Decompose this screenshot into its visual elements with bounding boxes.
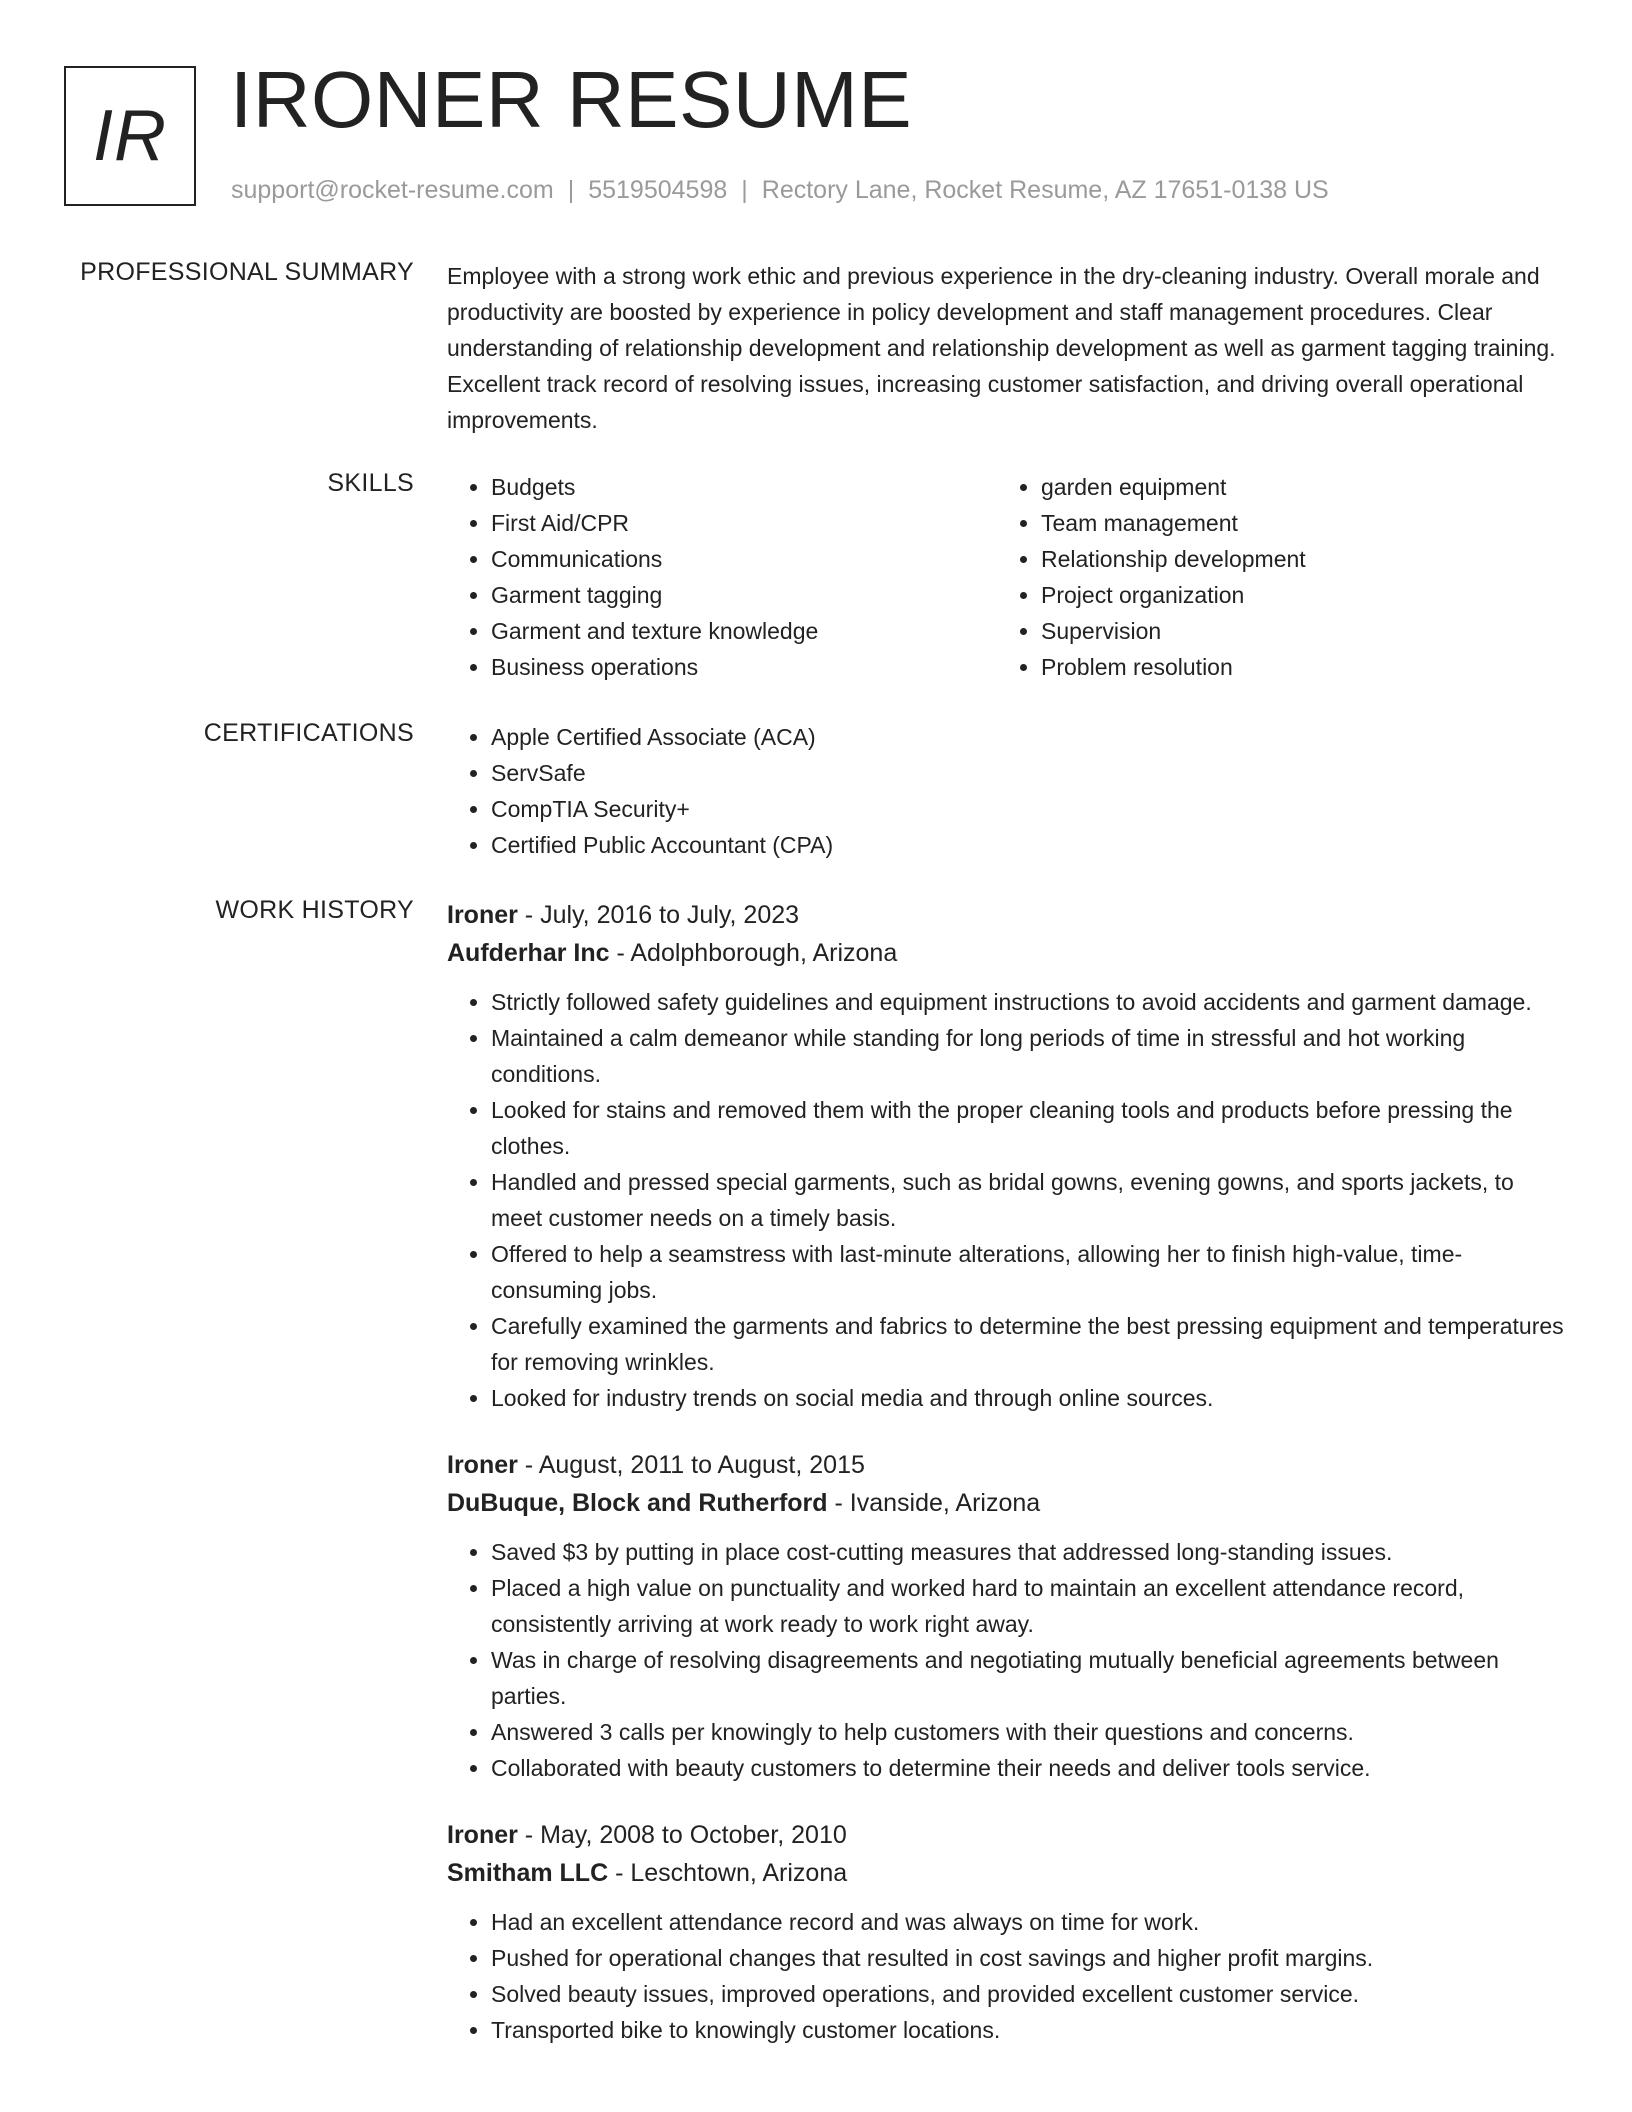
job-company: Smitham LLC [447,1859,609,1887]
job-title-line [447,1816,1567,1854]
certification-item: • ServSafe [491,755,1567,791]
job-company-line [447,1484,1567,1522]
certification-item: • Apple Certified Associate (ACA) [491,719,1567,755]
job-bullet: • Offered to help a seamstress with last-minute alterations, allowing her to finish high-value, time-consuming jobs. [491,1236,1567,1308]
certifications-body [447,719,1567,863]
job-bullet: • Solved beauty issues, improved operations, and provided excellent customer service. [491,1976,1567,2012]
job-title: Ironer [447,1821,518,1849]
job-company-line [447,934,1567,972]
job-location: - Ivanside, Arizona [827,1489,1041,1517]
skill-item: • Relationship development [1041,541,1547,577]
contact-separator: | [567,176,575,204]
contact-address: Rectory Lane, Rocket Resume, AZ 17651-0138 US [761,176,1329,204]
skills-list-left [447,469,997,685]
certifications-list [447,719,1567,863]
job-company-line [447,1854,1567,1892]
job-bullet: • Transported bike to knowingly customer locations. [491,2012,1567,2048]
skill-item: • Problem resolution [1041,649,1547,685]
job-bullet: • Was in charge of resolving disagreements and negotiating mutually beneficial agreements between parties. [491,1642,1567,1714]
monogram-initials: IR [93,96,167,176]
certification-item: • CompTIA Security+ [491,791,1567,827]
skill-item: • Project organization [1041,577,1547,613]
job-entry [447,1816,1567,2048]
skills-column-right [997,469,1547,685]
skills-body [447,469,1567,685]
job-bullet: • Looked for industry trends on social media and through online sources. [491,1380,1567,1416]
section-label-summary: PROFESSIONAL SUMMARY [80,258,414,286]
job-title: Ironer [447,901,518,929]
summary-text: Employee with a strong work ethic and previous experience in the dry-cleaning industry. Overall morale and productivity are boosted by experience in policy development and staff management procedures. Clear understanding of relationship development and relationship development as well as garment tagging training. Excellent track record of resolving issues, increasing customer satisfaction, and driving overall operational improvements. [447,263,1556,433]
section-label-skills: SKILLS [327,469,414,497]
job-bullet: • Had an excellent attendance record and was always on time for work. [491,1904,1567,1940]
job-title: Ironer [447,1451,518,1479]
job-bullet: • Strictly followed safety guidelines and equipment instructions to avoid accidents and garment damage. [491,984,1567,1020]
job-bullets [447,1904,1567,2048]
skill-item: • Business operations [491,649,997,685]
skill-item: • Budgets [491,469,997,505]
job-bullet: • Answered 3 calls per knowingly to help customers with their questions and concerns. [491,1714,1567,1750]
job-bullets [447,1534,1567,1786]
job-company: DuBuque, Block and Rutherford [447,1489,828,1517]
work-body [447,896,1567,2078]
monogram-box [64,66,196,206]
job-title-line [447,896,1567,934]
job-bullet: • Maintained a calm demeanor while standing for long periods of time in stressful and hot working conditions. [491,1020,1567,1092]
certification-item: • Certified Public Accountant (CPA) [491,827,1567,863]
job-dates: - May, 2008 to October, 2010 [517,1821,847,1849]
skills-list-right [997,469,1547,685]
section-label-certifications: CERTIFICATIONS [203,719,414,747]
skill-item: • Garment and texture knowledge [491,613,997,649]
skill-item: • garden equipment [1041,469,1547,505]
skill-item: • Supervision [1041,613,1547,649]
resume-name: IRONER RESUME [230,55,913,144]
job-title-line [447,1446,1567,1484]
job-bullet: • Saved $3 by putting in place cost-cutting measures that addressed long-standing issues. [491,1534,1567,1570]
section-label-work: WORK HISTORY [215,896,414,924]
job-bullet: • Carefully examined the garments and fabrics to determine the best pressing equipment and temperatures for removing wrinkles. [491,1308,1567,1380]
contact-email: support@rocket-resume.com [231,176,554,204]
job-dates: - August, 2011 to August, 2015 [517,1451,865,1479]
skill-item: • Communications [491,541,997,577]
job-bullets [447,984,1567,1416]
job-location: - Adolphborough, Arizona [609,939,898,967]
contact-line [231,176,1329,205]
contact-separator: | [741,176,748,204]
job-location: - Leschtown, Arizona [608,1859,848,1887]
contact-phone: 5519504598 [588,176,728,204]
skills-grid [447,469,1567,685]
job-bullet: • Looked for stains and removed them with the proper cleaning tools and products before pressing the clothes. [491,1092,1567,1164]
summary-body [447,258,1567,438]
job-bullet: • Collaborated with beauty customers to determine their needs and deliver tools service. [491,1750,1567,1786]
job-bullet: • Handled and pressed special garments, such as bridal gowns, evening gowns, and sports jackets, to meet customer needs on a timely basis. [491,1164,1567,1236]
job-entry [447,1446,1567,1786]
job-bullet: • Placed a high value on punctuality and worked hard to maintain an excellent attendance record, consistently arriving at work ready to work right away. [491,1570,1567,1642]
skill-item: • First Aid/CPR [491,505,997,541]
job-entry [447,896,1567,1416]
skills-column-left [447,469,997,685]
job-bullet: • Pushed for operational changes that resulted in cost savings and higher profit margins. [491,1940,1567,1976]
job-company: Aufderhar Inc [447,939,610,967]
skill-item: • Team management [1041,505,1547,541]
skill-item: • Garment tagging [491,577,997,613]
job-dates: - July, 2016 to July, 2023 [517,901,800,929]
